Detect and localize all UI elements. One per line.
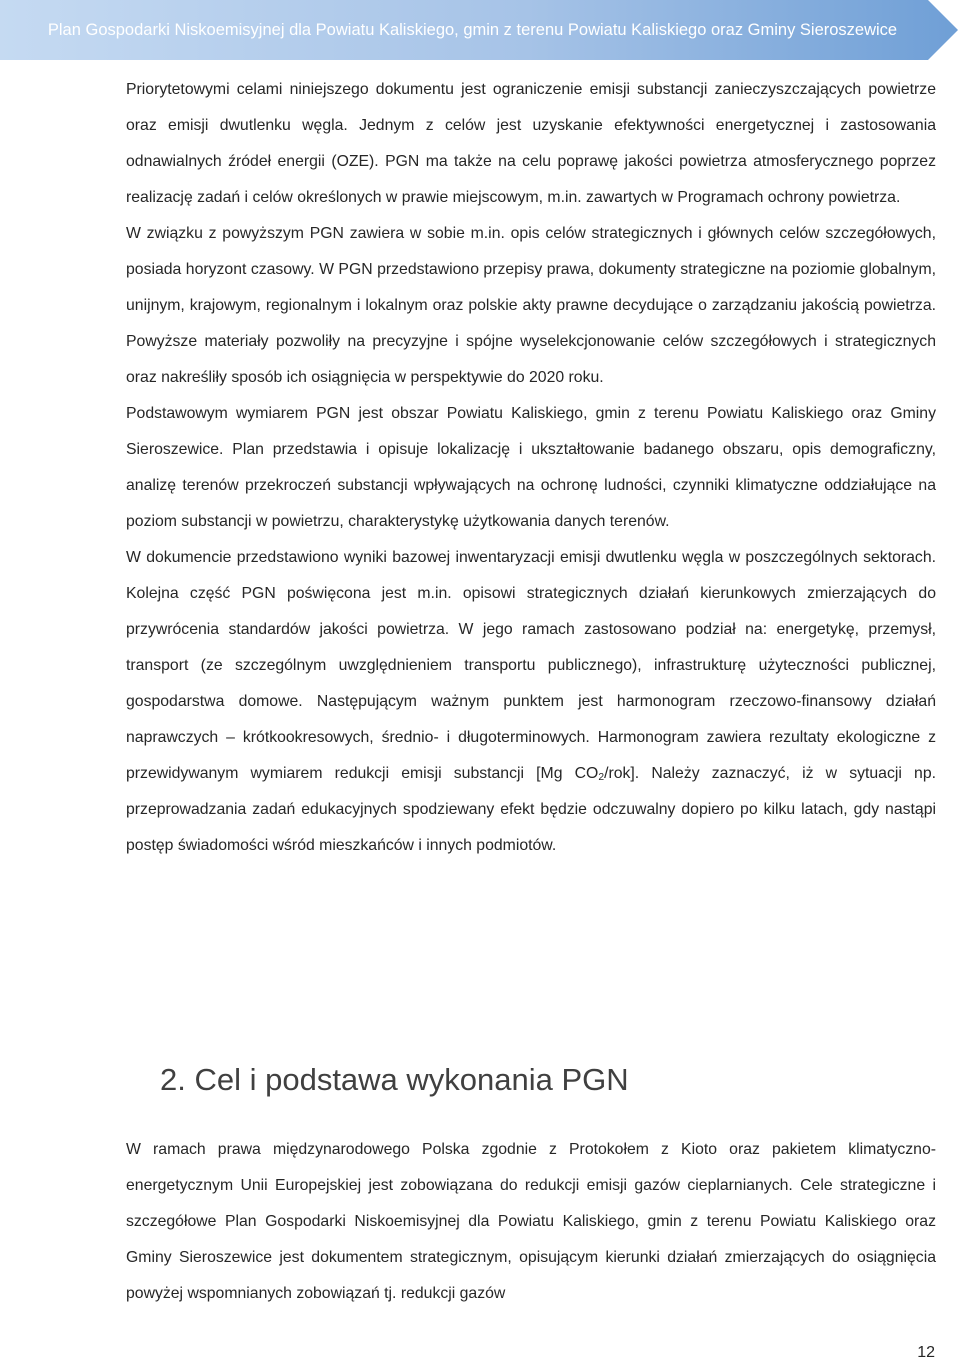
paragraph-4: [126, 540, 936, 864]
main-content: [126, 72, 936, 864]
section-body: [126, 1132, 936, 1312]
paragraph-1: Priorytetowymi celami niniejszego dokumentu jest ograniczenie emisji substancji zanieczyszczających powietrze oraz emisji dwutlenku węgla. Jednym z celów jest uzyskanie efektywności energetycznej i zastosowania odnawialnych źródeł energii (OZE). PGN ma także na celu poprawę jakości powietrza atmosferycznego poprzez realizację zadań i celów określonych w prawie miejscowym, m.in. zawartych w Programach ochrony powietrza.: [126, 81, 936, 206]
section-paragraph: W ramach prawa międzynarodowego Polska zgodnie z Protokołem z Kioto oraz pakietem klimatyczno-energetycznym Unii Europejskiej jest zobowiązana do redukcji emisji gazów cieplarnianych. Cele strategiczne i szczegółowe Plan Gospodarki Niskoemisyjnej dla Powiatu Kaliskiego, gmin z terenu Powiatu Kaliskiego oraz Gminy Sieroszewice jest dokumentem strategicznym, opisującym kierunki działań zmierzających do osiągnięcia powyżej wspomnianych zobowiązań tj. redukcji gazów: [126, 1141, 936, 1302]
paragraph-2: W związku z powyższym PGN zawiera w sobie m.in. opis celów strategicznych i głównych celów szczegółowych, posiada horyzont czasowy. W PGN przedstawiono przepisy prawa, dokumenty strategiczne na poziomie globalnym, unijnym, krajowym, regionalnym i lokalnym oraz polskie akty prawne decydujące o zarządzaniu jakością powietrza. Powyższe materiały pozwoliły na precyzyjne i spójne wyselekcjonowanie celów szczegółowych i strategicznych oraz nakreśliły sposób ich osiągnięcia w perspektywie do 2020 roku.: [126, 225, 936, 386]
paragraph-4-text-start: W dokumencie przedstawiono wyniki bazowej inwentaryzacji emisji dwutlenku węgla w poszczególnych sektorach. Kolejna część PGN poświęcona jest m.in. opisowi strategicznych działań kierunkowych zmierzających do przywrócenia standardów jakości powietrza. W jego ramach zastosowano podział na: energetykę, przemysł, transport (ze szczególnym uwzględnieniem transportu publicznego), infrastrukturę użyteczności publicznej, gospodarstwa domowe. Następującym ważnym punktem jest harmonogram rzeczowo-finansowy działań naprawczych – krótkookresowych, średnio- i długoterminowych. Harmonogram zawiera rezultaty ekologiczne z przewidywanym wymiarem redukcji emisji substancji [Mg CO: [126, 549, 936, 782]
paragraph-3: Podstawowym wymiarem PGN jest obszar Powiatu Kaliskiego, gmin z terenu Powiatu Kaliskiego oraz Gminy Sieroszewice. Plan przedstawia i opisuje lokalizację i ukształtowanie badanego obszaru, opis demograficzny, analizę terenów przekroczeń substancji wpływających na ochronę ludności, czynniki klimatyczne oddziałujące na poziom substancji w powietrzu, charakterystykę użytkowania danych terenów.: [126, 405, 936, 530]
header-banner: [0, 0, 960, 62]
co2-subscript: 2: [598, 772, 605, 784]
paragraph-4-text-end: /rok]. Należy zaznaczyć, iż w sytuacji np. przeprowadzania zadań edukacyjnych spodziewany efekt będzie odczuwalny dopiero po kilku latach, gdy nastąpi postęp świadomości wśród mieszkańców i innych podmiotów.: [126, 765, 936, 854]
document-header-title: Plan Gospodarki Niskoemisyjnej dla Powiatu Kaliskiego, gmin z terenu Powiatu Kaliskiego oraz Gminy Sieroszewice: [47, 21, 898, 39]
section-heading: 2. Cel i podstawa wykonania PGN: [160, 1062, 629, 1097]
page-number: 12: [917, 1344, 935, 1361]
